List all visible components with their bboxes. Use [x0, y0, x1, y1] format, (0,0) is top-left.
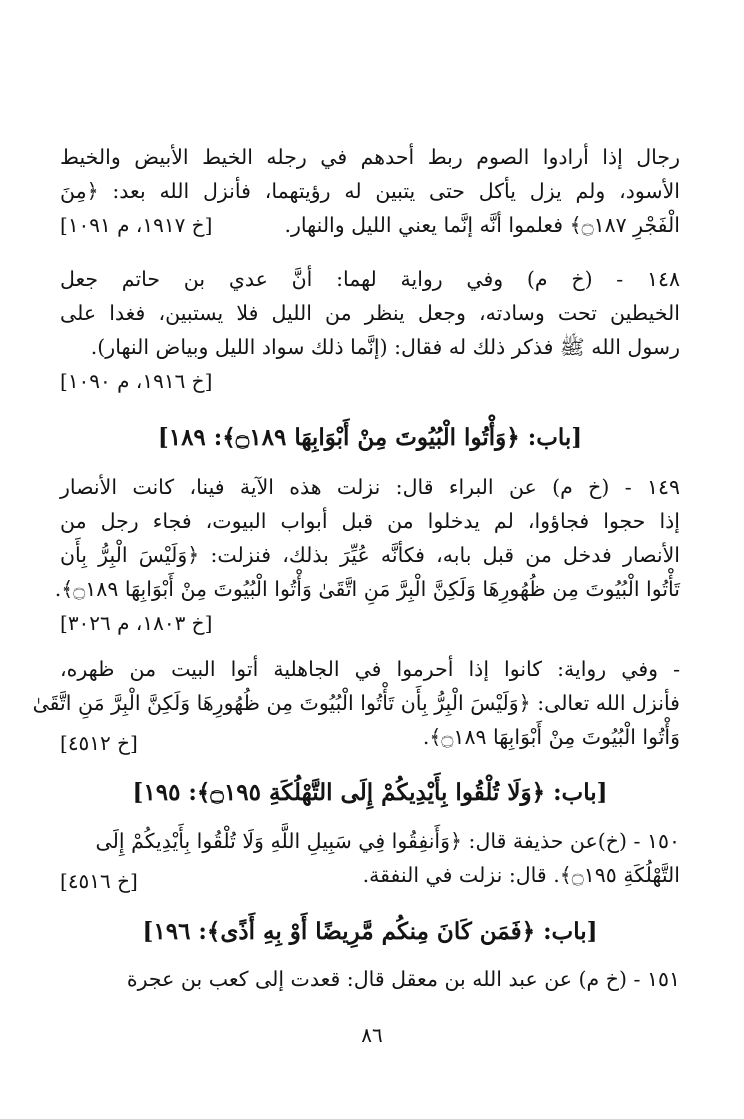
chapter-heading: [باب: ﴿وَأْتُوا الْبُيُوتَ مِنْ أَبْوَابِهَا ۝١٨٩﴾: ١٨٩] [157, 424, 583, 451]
text-line: الخيطين تحت وسادته، وجعل ينظر من الليل فلا يستبين، فغدا على [60, 301, 680, 325]
hadith-reference: [خ ١٩١٧، م ١٠٩١] [60, 213, 213, 237]
text-line: - وفي رواية: كانوا إذا أحرموا في الجاهلية أتوا البيت من ظهره، [60, 657, 680, 681]
chapter-heading: [باب: ﴿وَلَا تُلْقُوا بِأَيْدِيكُمْ إِلَى التَّهْلُكَةِ ۝١٩٥﴾: ١٩٥] [132, 779, 608, 806]
text-line: التَّهْلُكَةِ ۝١٩٥﴾. قال: نزلت في النفقة. [362, 863, 680, 887]
chapter-heading: [باب: ﴿فَمَن كَانَ مِنكُم مَّرِيضًا أَوْ بِهِ أَذًى﴾: ١٩٦] [142, 918, 598, 945]
text-line: الأنصار فدخل من قبل بابه، فكأنَّه عُيِّرَ بذلك، فنزلت: ﴿وَلَيْسَ الْبِرُّ بِأَن [60, 543, 680, 567]
hadith-151-line: ١٥١ - (خ م) عن عبد الله بن معقل قال: قعدت إلى كعب بن عجرة [126, 967, 680, 991]
text-line: رسول الله ﷺ فذكر ذلك له فقال: (إنَّما ذلك سواد الليل وبياض النهار). [90, 335, 680, 359]
text-line: وَأْتُوا الْبُيُوتَ مِنْ أَبْوَابِهَا ۝١٨٩﴾. [422, 725, 680, 749]
hadith-reference: [خ ١٨٠٣، م ٣٠٢٦] [60, 611, 213, 635]
text-line: الْفَجْرِ ۝١٨٧﴾ فعلموا أنَّه إنَّما يعني الليل والنهار. [284, 213, 680, 237]
hadith-reference: [خ ١٩١٦، م ١٠٩٠] [60, 369, 213, 393]
text-line: فأنزل الله تعالى: ﴿وَلَيْسَ الْبِرُّ بِأَن تَأْتُوا الْبُيُوتَ مِن ظُهُورِهَا وَلَكِنَّ الْبِرَّ مَنِ اتَّقَىٰ [32, 691, 680, 715]
text-line: رجال إذا أرادوا الصوم ربط أحدهم في رجله الخيط الأبيض والخيط [60, 145, 680, 169]
text-line: تَأْتُوا الْبُيُوتَ مِن ظُهُورِهَا وَلَكِنَّ الْبِرَّ مَنِ اتَّقَىٰ وَأْتُوا الْبُيُوتَ مِنْ أَبْوَابِهَا ۝١٨٩﴾. [54, 577, 680, 601]
page-number: ٨٦ [361, 1023, 383, 1047]
text-line: إذا حجوا فجاؤوا، لم يدخلوا من قبل أبواب البيوت، فجاء رجل من [60, 509, 680, 533]
hadith-150-line: ١٥٠ - (خ)عن حذيفة قال: ﴿وَأَنفِقُوا فِي سَبِيلِ اللَّهِ وَلَا تُلْقُوا بِأَيْدِيكُمْ إِلَى [95, 829, 680, 853]
hadith-149-line: ١٤٩ - (خ م) عن البراء قال: نزلت هذه الآية فينا، كانت الأنصار [60, 475, 680, 499]
hadith-148-line: ١٤٨ - (خ م) وفي رواية لهما: أنَّ عدي بن حاتم جعل [60, 267, 680, 291]
text-line: الأسود، ولم يزل يأكل حتى يتبين له رؤيتهما، فأنزل الله بعد: ﴿مِنَ [60, 179, 680, 203]
hadith-reference: [خ ٤٥١٦] [60, 869, 138, 893]
hadith-reference: [خ ٤٥١٢] [60, 731, 138, 755]
